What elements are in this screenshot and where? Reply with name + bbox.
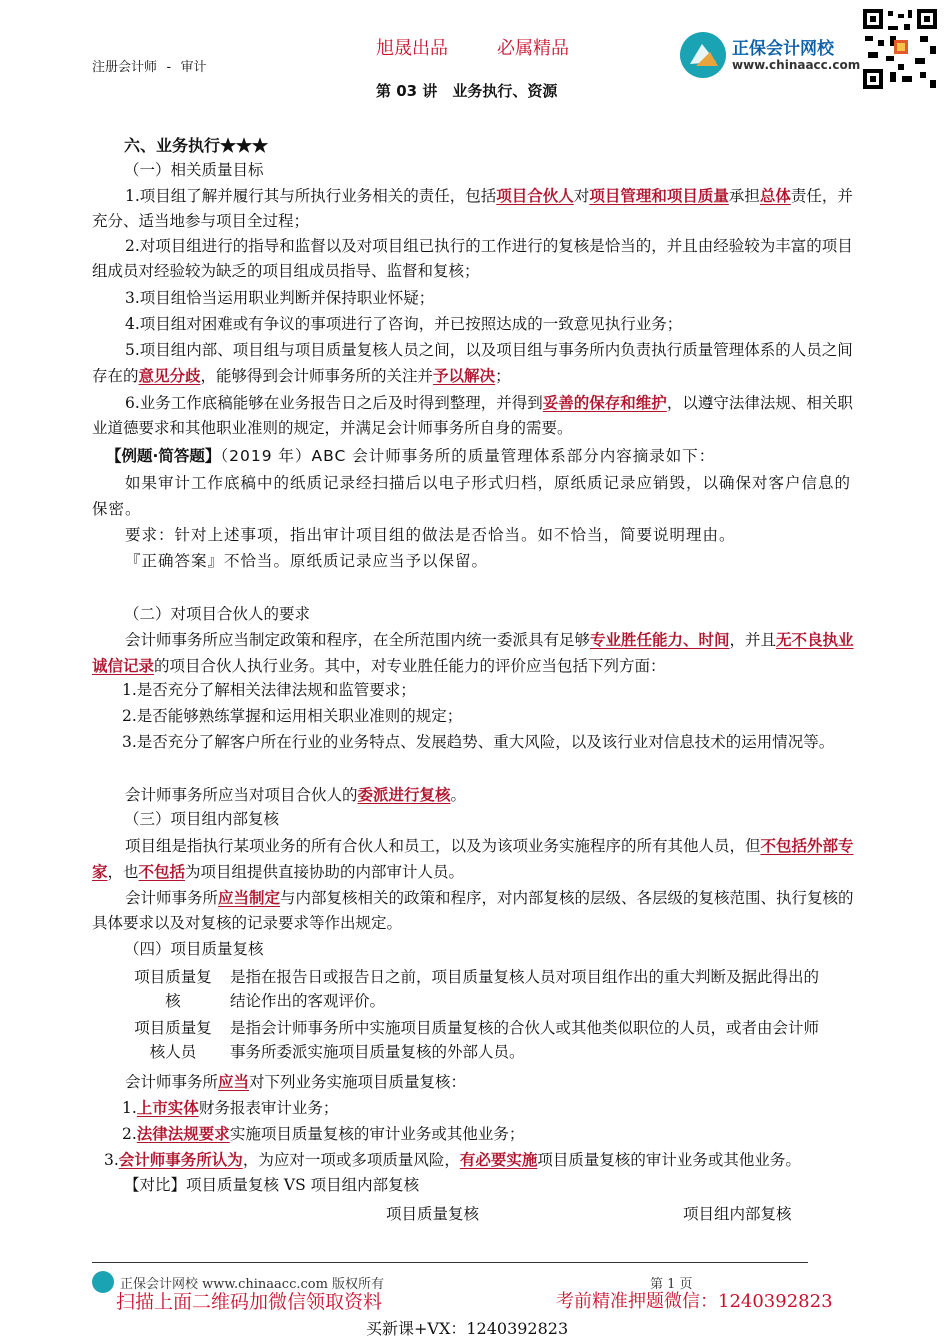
- compare-heading: 【对比】项目质量复核 VS 项目组内部复核: [124, 1176, 420, 1194]
- definition-term-1: 项目质量复核: [134, 968, 212, 1010]
- highlight: 上市实体: [136, 1098, 199, 1117]
- example-answer: 『正确答案』不恰当。原纸质记录应当予以保留。: [125, 552, 489, 570]
- item-4: 4.项目组对困难或有争议的事项进行了咨询，并已按照达成的一致意见执行业务；: [125, 315, 683, 333]
- item-5: 5.项目组内部、项目组与项目质量复核人员之间，以及项目组与事务所内负责执行质量管理体系的人员之间存在的意见分歧，能够得到会计师事务所的关注并予以解决；: [92, 341, 853, 385]
- qr-code[interactable]: [860, 6, 940, 92]
- sub-heading-3: （三）项目组内部复核: [124, 810, 280, 828]
- highlight: 意见分歧: [138, 366, 201, 385]
- highlight: 法律法规要求: [136, 1124, 230, 1143]
- highlight: 专业胜任能力、时间: [590, 630, 730, 649]
- slogan-right: 必属精品: [497, 38, 569, 59]
- lecture-title: 第 03 讲 业务执行、资源: [376, 82, 558, 100]
- footer-copyright: 正保会计网校 www.chinaacc.com 版权所有: [120, 1277, 385, 1292]
- footer-page-number: 第 1 页: [650, 1277, 693, 1292]
- highlight: 不包括外部专家: [92, 836, 854, 881]
- partner-end: 会计师事务所应当对项目合伙人的委派进行复核。: [125, 785, 467, 804]
- highlight: 委派进行复核: [357, 785, 451, 804]
- section-title: 六、业务执行★★★: [124, 136, 269, 155]
- highlight: 项目合伙人: [496, 186, 574, 205]
- highlight: 妥善的保存和维护: [542, 393, 667, 412]
- sub-heading-2: （二）对项目合伙人的要求: [124, 605, 311, 623]
- partner-item-3: 3.是否充分了解客户所在行业的业务特点、发展趋势、重大风险，以及该行业对信息技术的运用情况等。: [122, 733, 835, 751]
- definition-term-2: 项目质量复核人员: [134, 1019, 212, 1061]
- logo-icon: [680, 32, 726, 78]
- slogan-left: 旭晟出品: [376, 38, 448, 59]
- highlight: 应当制定: [218, 888, 281, 907]
- highlight: 无不良执业诚信记录: [92, 630, 854, 675]
- compare-column-2: 项目组内部复核: [683, 1205, 792, 1223]
- example-requirement: 要求：针对上述事项，指出审计项目组的做法是否恰当。如不恰当，简要说明理由。: [125, 526, 736, 544]
- definition-text-2: 是指会计师事务所中实施项目质量复核的合伙人或其他类似职位的人员，或者由会计师事务所委派实施项目质量复核的外部人员。: [230, 1019, 820, 1061]
- partner-paragraph: 会计师事务所应当制定政策和程序，在全所范围内统一委派具有足够专业胜任能力、时间，并且无不良执业诚信记录的项目合伙人执行业务。其中，对专业胜任能力的评价应当包括下列方面：: [92, 630, 854, 675]
- highlight: 总体: [759, 186, 791, 205]
- compare-column-1: 项目质量复核: [386, 1205, 480, 1223]
- footer-bottom-line: 买新课+VX：1240392823: [366, 1319, 569, 1338]
- promo-left: 扫描上面二维码加微信领取资料: [116, 1291, 383, 1313]
- scope-item-2: 2.法律法规要求实施项目质量复核的审计业务或其他业务；: [122, 1124, 525, 1143]
- brand-url: www.chinaacc.com: [732, 58, 861, 72]
- brand-name: 正保会计网校: [732, 39, 834, 59]
- item-3: 3.项目组恰当运用职业判断并保持职业怀疑；: [125, 289, 435, 307]
- definition-text-1: 是指在报告日或报告日之前，项目质量复核人员对项目组作出的重大判断及据此得出的结论作出的客观评价。: [230, 968, 820, 1010]
- highlight: 会计师事务所认为: [118, 1150, 243, 1169]
- highlight: 有必要实施: [459, 1150, 538, 1169]
- highlight: 不包括: [138, 862, 186, 881]
- sub-heading-4: （四）项目质量复核: [124, 940, 264, 958]
- brand-logo: [680, 30, 861, 80]
- item-6: 6.业务工作底稿能够在业务报告日之后及时得到整理，并得到妥善的保存和维护，以遵守法律法规、相关职业道德要求和其他职业准则的规定，并满足会计师事务所自身的需要。: [92, 393, 853, 437]
- sub-heading-1: （一）相关质量目标: [124, 161, 264, 179]
- example-body: 如果审计工作底稿中的纸质记录经扫描后以电子形式归档，原纸质记录应销毁，以确保对客户信息的保密。: [92, 474, 852, 518]
- footer-logo-icon: [92, 1271, 114, 1293]
- scope-item-3: 3.会计师事务所认为，为应对一项或多项质量风险，有必要实施项目质量复核的审计业务或其他业务。: [104, 1150, 801, 1169]
- highlight: 应当: [218, 1072, 250, 1091]
- example-heading: 【例题·简答题】（2019 年）ABC 会计师事务所的质量管理体系部分内容摘录如下：: [106, 447, 716, 465]
- highlight: 予以解决: [433, 366, 496, 385]
- item-2: 2.对项目组进行的指导和监督以及对项目组已执行的工作进行的复核是恰当的，并且由经验较为丰富的项目组成员对经验较为缺乏的项目组成员指导、监督和复核；: [92, 237, 853, 280]
- course-label: 注册会计师 - 审计: [92, 60, 207, 75]
- quality-review-scope: 会计师事务所应当对下列业务实施项目质量复核：: [125, 1072, 467, 1091]
- promo-right: 考前精准押题微信：1240392823: [556, 1291, 833, 1312]
- highlight: 项目管理和项目质量: [589, 186, 729, 205]
- internal-review-paragraph: 项目组是指执行某项业务的所有合伙人和员工，以及为该项业务实施程序的所有其他人员，但不包括外部专家，也不包括为项目组提供直接协助的内部审计人员。: [92, 836, 854, 881]
- partner-item-1: 1.是否充分了解相关法律法规和监管要求；: [122, 681, 416, 699]
- scope-item-1: 1.上市实体财务报表审计业务；: [122, 1098, 339, 1117]
- partner-item-2: 2.是否能够熟练掌握和运用相关职业准则的规定；: [122, 707, 463, 725]
- internal-review-policy: 会计师事务所应当制定与内部复核相关的政策和程序，对内部复核的层级、各层级的复核范围、执行复核的具体要求以及对复核的记录要求等作出规定。: [92, 888, 854, 932]
- footer-divider: [92, 1262, 808, 1263]
- item-1: 1.项目组了解并履行其与所执行业务相关的责任，包括项目合伙人对项目管理和项目质量承担总体责任，并充分、适当地参与项目全过程；: [92, 186, 853, 230]
